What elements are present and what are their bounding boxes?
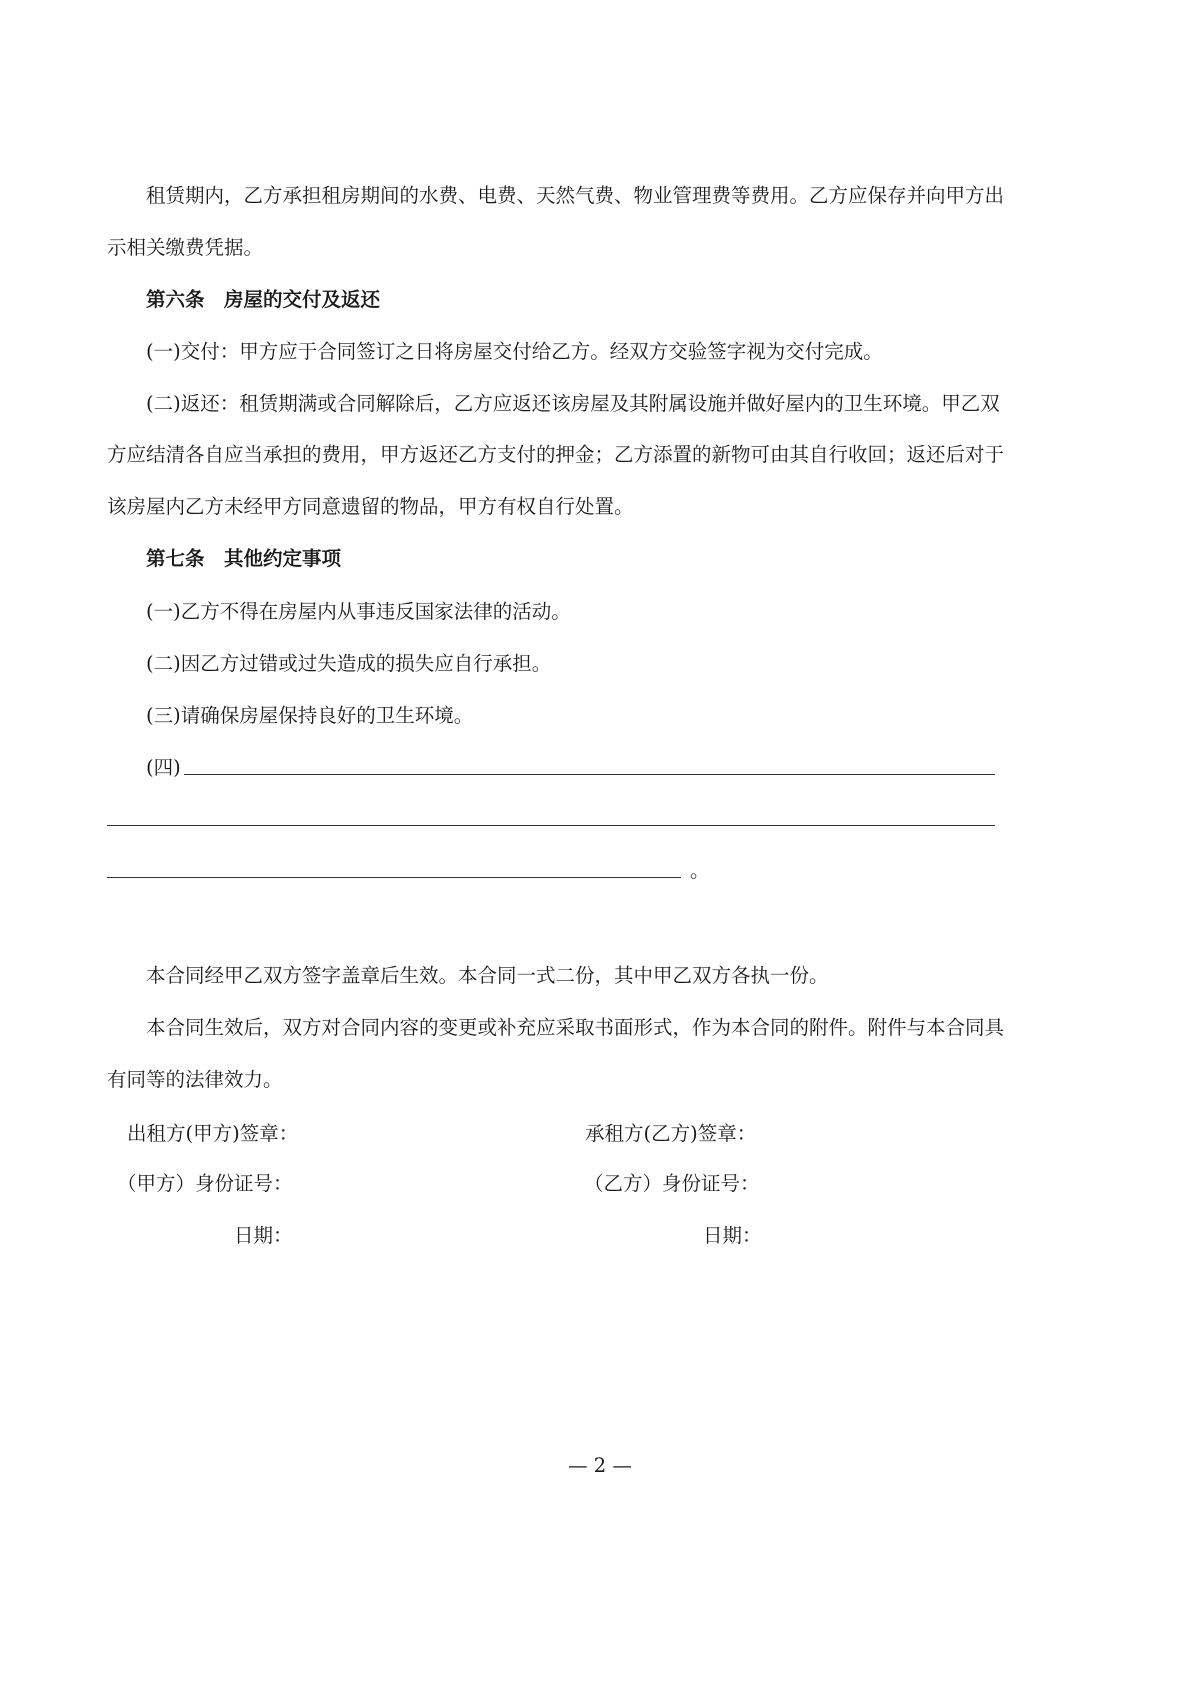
clause7-item4-end: 。: [690, 859, 710, 882]
landlord-id-label: （甲方）身份证号：: [117, 1172, 293, 1195]
fill-in-line-3: [107, 877, 681, 878]
clause6-item2-line1: (二)返还：租赁期满或合同解除后，乙方应返还该房屋及其附属设施并做好屋内的卫生环境。甲乙双: [146, 392, 1000, 415]
closing-line1: 本合同经甲乙双方签字盖章后生效。本合同一式二份，其中甲乙双方各执一份。: [146, 964, 829, 987]
clause7-item2: (二)因乙方过错或过失造成的损失应自行承担。: [146, 652, 552, 675]
page-number: — 2 —: [568, 1454, 632, 1477]
landlord-date-label: 日期：: [234, 1224, 293, 1247]
clause5-text-line2: 示相关缴费凭据。: [107, 236, 264, 259]
clause7-item3: (三)请确保房屋保持良好的卫生环境。: [146, 704, 474, 727]
clause5-text-line1: 租赁期内，乙方承担租房期间的水费、电费、天然气费、物业管理费等费用。乙方应保存并向甲方出: [146, 184, 1005, 207]
clause7-item1: (一)乙方不得在房屋内从事违反国家法律的活动。: [146, 600, 571, 623]
clause6-item2-line3: 该房屋内乙方未经甲方同意遗留的物品，甲方有权自行处置。: [107, 495, 634, 518]
clause6-item2-line2: 方应结清各自应当承担的费用，甲方返还乙方支付的押金；乙方添置的新物可由其自行收回；返还后对于: [107, 443, 1005, 466]
tenant-date-label: 日期：: [703, 1224, 762, 1247]
fill-in-line-1: [184, 774, 995, 775]
fill-in-line-2: [107, 825, 995, 826]
clause7-item4-label: (四): [146, 756, 181, 779]
landlord-seal-label: 出租方(甲方)签章：: [127, 1122, 299, 1145]
clause6-item1: (一)交付：甲方应于合同签订之日将房屋交付给乙方。经双方交验签字视为交付完成。: [146, 340, 883, 363]
closing-line2: 本合同生效后，双方对合同内容的变更或补充应采取书面形式，作为本合同的附件。附件与本合同具: [146, 1016, 1005, 1039]
clause6-heading: 第六条 房屋的交付及返还: [146, 288, 381, 311]
tenant-id-label: （乙方）身份证号：: [584, 1172, 760, 1195]
closing-line3: 有同等的法律效力。: [107, 1068, 283, 1091]
clause7-heading: 第七条 其他约定事项: [146, 547, 342, 570]
tenant-seal-label: 承租方(乙方)签章：: [585, 1122, 757, 1145]
